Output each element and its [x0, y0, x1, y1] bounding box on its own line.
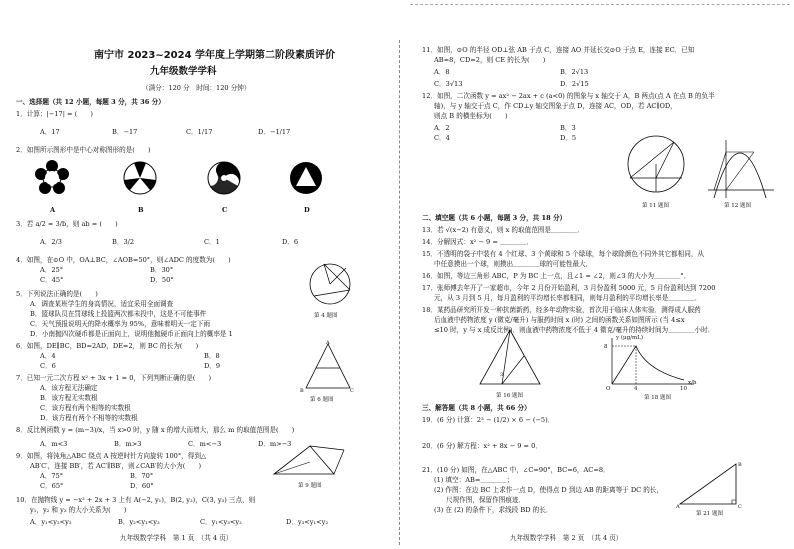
- q18-origin: O: [606, 386, 611, 392]
- svg-text:C: C: [350, 388, 354, 394]
- question-17: 17．张师傅去年开了一家超市，今年 2 月份开始盈利，3 月份盈利 5000 元，5 月份盈利达到 7200: [422, 284, 716, 292]
- q21-part-1: (1) 填空：AB=＿＿＿＿；: [434, 476, 514, 484]
- q9-option-c: C．65°: [40, 482, 64, 490]
- right-page-footer: 九年级数学学科 第 2 页 （共 4 页）: [510, 534, 623, 542]
- question-16: 16．如图，等边三角形 ABC，P 为 BC 上一点，且∠1 = ∠2，则∠3 的大小为＿＿＿＿°．: [422, 272, 691, 280]
- q6-option-b: B．8: [204, 352, 220, 360]
- q2-flower-figure: [35, 160, 69, 194]
- q11-option-d: D．2√15: [560, 80, 589, 88]
- question-3: 3．若 a/2 = 3/b，则 ab = ( ): [16, 220, 118, 228]
- q4-figure-caption: 第 4 题图: [314, 313, 338, 319]
- q21-part-2-line2: 尺规作图，保留作图痕迹．: [446, 496, 526, 504]
- section-1-heading: 一、选择题（共 12 小题，每题 3 分，共 36 分）: [16, 98, 165, 106]
- q10-option-a: A．y₁<y₂<y₃: [30, 518, 72, 526]
- svg-text:B: B: [300, 388, 304, 394]
- q8-option-a: A．m<3: [40, 440, 68, 448]
- question-4: 4．如图，在⊙O 中，OA⊥BC，∠AOB=50°，则∠ADC 的度数为( ): [16, 256, 231, 264]
- q21-right-triangle-figure: [676, 460, 756, 508]
- question-6: 6．如图，DE∥BC，BD=2AD，DE=2，则 BC 的长为( ): [16, 342, 199, 350]
- question-10: 10．在抛物线 y = −x² + 2x + 3 上有 A(−2, y₁)，B(2, y₂)，C(3, y₃) 三点，则: [16, 496, 256, 504]
- question-17-line2: 元，从 3 月到 5 月，每月盈利的平均增长率都相同，则每月盈利的平均增长率是＿＿＿＿．: [434, 294, 702, 302]
- q2-label-a: A: [50, 206, 56, 214]
- q16-triangle-figure: [476, 326, 544, 392]
- q16-figure-caption: 第 16 题图: [496, 393, 523, 399]
- q2-tripod-figure: [124, 162, 156, 194]
- exam-title: 南宁市 2023~2024 学年度上学期第二阶段素质评价: [94, 50, 336, 61]
- q12-option-a: A．2: [434, 124, 450, 132]
- q1-option-a: A．17: [40, 128, 60, 136]
- q10-option-b: B．y₂<y₁<y₃: [118, 518, 160, 526]
- question-10-line2: y₁，y₂ 和 y₃ 的大小关系为( ): [30, 506, 127, 514]
- question-12-line2: 轴)，与 y 轴交于点 C，作 CD⊥y 轴交图象于点 D，连接 AC，OD，若 AC∥OD，: [434, 102, 677, 110]
- q2-label-b: B: [138, 206, 144, 214]
- question-19: 19．(6 分) 计算：2³ − (1/2) × 6 − (−5)．: [422, 416, 555, 424]
- q11-figure-caption: 第 11 题图: [642, 203, 669, 209]
- q2-label-d: D: [304, 206, 310, 214]
- question-12-line3: 则点 B 的横坐标为( ): [434, 112, 508, 120]
- q1-option-c: C．1/17: [186, 128, 213, 136]
- q1-option-b: B．−17: [112, 128, 138, 136]
- q5-option-c: C．天气预报说明天的降水概率为 95%，意味着明天一定下雨: [30, 320, 211, 328]
- q21-part-2: (2) 作图：在边 BC 上求作一点 D，使得点 D 到边 AB 的距离等于 DC 的长，: [434, 486, 664, 494]
- q11-option-c: C．3√13: [434, 80, 463, 88]
- q4-option-b: B．30°: [150, 266, 174, 274]
- q21-figure-caption: 第 21 题图: [696, 511, 723, 517]
- q3-option-b: B．3/2: [112, 238, 135, 246]
- q10-option-d: D．y₃<y₁<y₂: [286, 518, 329, 526]
- q18-y-axis-label: y (μg/mL): [616, 335, 643, 341]
- q3-option-a: A．2/3: [40, 238, 62, 246]
- q4-circle-figure: [306, 256, 354, 312]
- left-page-footer: 九年级数学学科 第 1 页 （共 4 页）: [120, 534, 233, 542]
- question-15-line2: 中任意摸出一个球，则摸出＿＿＿＿球的可能性最大．: [434, 260, 593, 268]
- q2-label-c: C: [222, 206, 228, 214]
- q8-option-d: D．m>−3: [258, 440, 292, 448]
- question-9-line2: AB′C′，连接 BB′，若 AC′∥BB′，则∠CAB′的大小为( ): [30, 462, 202, 470]
- q6-option-a: A．4: [40, 352, 56, 360]
- q4-option-d: D．50°: [150, 276, 174, 284]
- q12-figure-caption: 第 12 题图: [724, 203, 751, 209]
- svg-text:C: C: [738, 504, 742, 510]
- q9-option-b: B．70°: [130, 472, 154, 480]
- section-3-heading: 三、解答题（共 8 小题，共 66 分）: [422, 404, 531, 412]
- svg-text:3: 3: [500, 372, 504, 378]
- q18-tick-4: 4: [634, 386, 638, 392]
- q3-option-d: D．6: [282, 238, 299, 246]
- q2-triangle-figure: [290, 162, 322, 194]
- svg-text:B: B: [738, 462, 742, 468]
- q2-figures: [28, 158, 328, 206]
- question-18-line2: 后血液中药物浓度 y (微克/毫升) 与服药时间 x (时) 之间的函数关系如图所示 (当 4≤x: [434, 316, 685, 324]
- question-5: 5．下列说法正确的是( ): [16, 290, 98, 298]
- question-13: 13．若 √(x−2) 有意义，则 x 的取值范围是＿＿＿＿．: [422, 226, 584, 234]
- q5-option-a: A．调查某班学生的身高情况，适宜采用全面调查: [30, 300, 174, 308]
- question-11: 11．如图，⊙O 的半径 OD⊥弦 AB 于点 C，连接 AO 并延长交⊙O 于点 E，连接 EC．已知: [422, 46, 695, 54]
- q18-tick-8: 8: [604, 344, 608, 350]
- question-8: 8．反比例函数 y = (m−3)/x，当 x>0 时，y 随 x 的增大而增大，那么 m 的取值范围是( ): [16, 426, 295, 434]
- q12-option-b: B．3: [560, 124, 576, 132]
- q12-option-d: D．5: [560, 134, 577, 142]
- q6-figure-caption: 第 6 题图: [310, 397, 334, 403]
- q18-tick-10: 10: [680, 386, 687, 392]
- question-12: 12．如图，二次函数 y = ax² − 2ax + c (a<0) 的图象与 x 轴交于 A，B 两点(点 A 在点 B 的负半: [422, 92, 715, 100]
- q6-triangle-figure: [300, 340, 356, 394]
- q18-concentration-graph: [600, 336, 696, 392]
- q12-option-c: C．4: [434, 134, 450, 142]
- q2-tomoe-figure: [208, 162, 240, 194]
- q7-option-c: C．该方程有两个相等的实数根: [40, 404, 131, 412]
- q6-option-d: D．9: [204, 362, 221, 370]
- question-18-line3: ≤10 时，y 与 x 成反比例)．则血液中药物浓度不低于 4 微克/毫升的持续时间为＿＿＿＿小时．: [434, 326, 715, 334]
- question-21: 21．(10 分) 如图，在△ABC 中，∠C=90°，BC=6，AC=8．: [422, 466, 610, 474]
- q12-parabola-figure: [706, 138, 776, 200]
- question-7: 7．已知一元二次方程 x² + 3x + 1 = 0，下列判断正确的是( ): [16, 374, 212, 382]
- q7-option-b: B．该方程无实数根: [40, 394, 98, 402]
- q7-option-a: A．该方程无法确定: [40, 384, 98, 392]
- page-right: [400, 0, 794, 549]
- question-20: 20．(6 分) 解方程：x² + 8x − 9 = 0．: [422, 442, 542, 450]
- q9-rotation-figure: [270, 442, 348, 480]
- q18-x-axis-label: x/h: [688, 380, 697, 386]
- section-2-heading: 二、填空题（共 6 小题，每题 3 分，共 18 分）: [422, 214, 567, 222]
- svg-text:A: A: [676, 504, 680, 510]
- question-18: 18．某药品研究所开发一种抗菌新药，经多年动物实验，首次用于临床人体实验．测得成人服药: [422, 306, 701, 314]
- q5-option-d: D．小南抛四次硬币都是正面向上，说明他抛硬币正面向上的概率是 1: [30, 330, 233, 338]
- q4-option-c: C．45°: [40, 276, 64, 284]
- question-14: 14．分解因式：x² − 9 = ＿＿＿＿．: [422, 238, 533, 246]
- q11-option-b: B．2√13: [560, 68, 589, 76]
- exam-meta: （满分：120 分 时间：120 分钟）: [142, 84, 251, 92]
- svg-text:A: A: [326, 340, 330, 346]
- exam-subtitle: 九年级数学学科: [150, 66, 217, 77]
- q7-option-d: D．该方程有两个不相等的实数根: [40, 414, 138, 422]
- q18-figure-caption: 第 18 题图: [644, 395, 671, 401]
- q21-part-3: (3) 在 (2) 的条件下，求线段 BD 的长．: [434, 506, 553, 514]
- question-1: 1．计算：|−17| = ( ): [16, 110, 93, 118]
- q11-option-a: A．8: [434, 68, 450, 76]
- q9-figure-caption: 第 9 题图: [298, 483, 322, 489]
- q9-option-a: A．75°: [40, 472, 64, 480]
- question-15: 15．不透明的袋子中装有 4 个红球、3 个黄球和 5 个绿球，每个球除颜色不同外其它都相同，从: [422, 250, 705, 258]
- question-9: 9．如图，将钝角△ABC 绕点 A 按逆时针方向旋转 100°，得到△: [16, 452, 207, 460]
- question-2: 2．如图所示图形中是中心对称图形的是( ): [16, 146, 151, 154]
- q8-option-c: C．m<−3: [188, 440, 222, 448]
- q8-option-b: B．m>3: [114, 440, 142, 448]
- q5-option-b: B．篮球队员在罚球线上投篮两次都未投中，这是不可能事件: [30, 310, 207, 318]
- q3-option-c: C．1: [204, 238, 220, 246]
- q1-option-d: D．−1/17: [258, 128, 291, 136]
- q6-option-c: C．6: [40, 362, 56, 370]
- question-11-line2: AB=8，CD=2，则 CE 的长为( ): [434, 56, 546, 64]
- q9-option-d: D．60°: [130, 482, 154, 490]
- q4-option-a: A．25°: [40, 266, 64, 274]
- q10-option-c: C．y₁<y₃<y₂: [200, 518, 242, 526]
- q11-circle-figure: [620, 128, 692, 200]
